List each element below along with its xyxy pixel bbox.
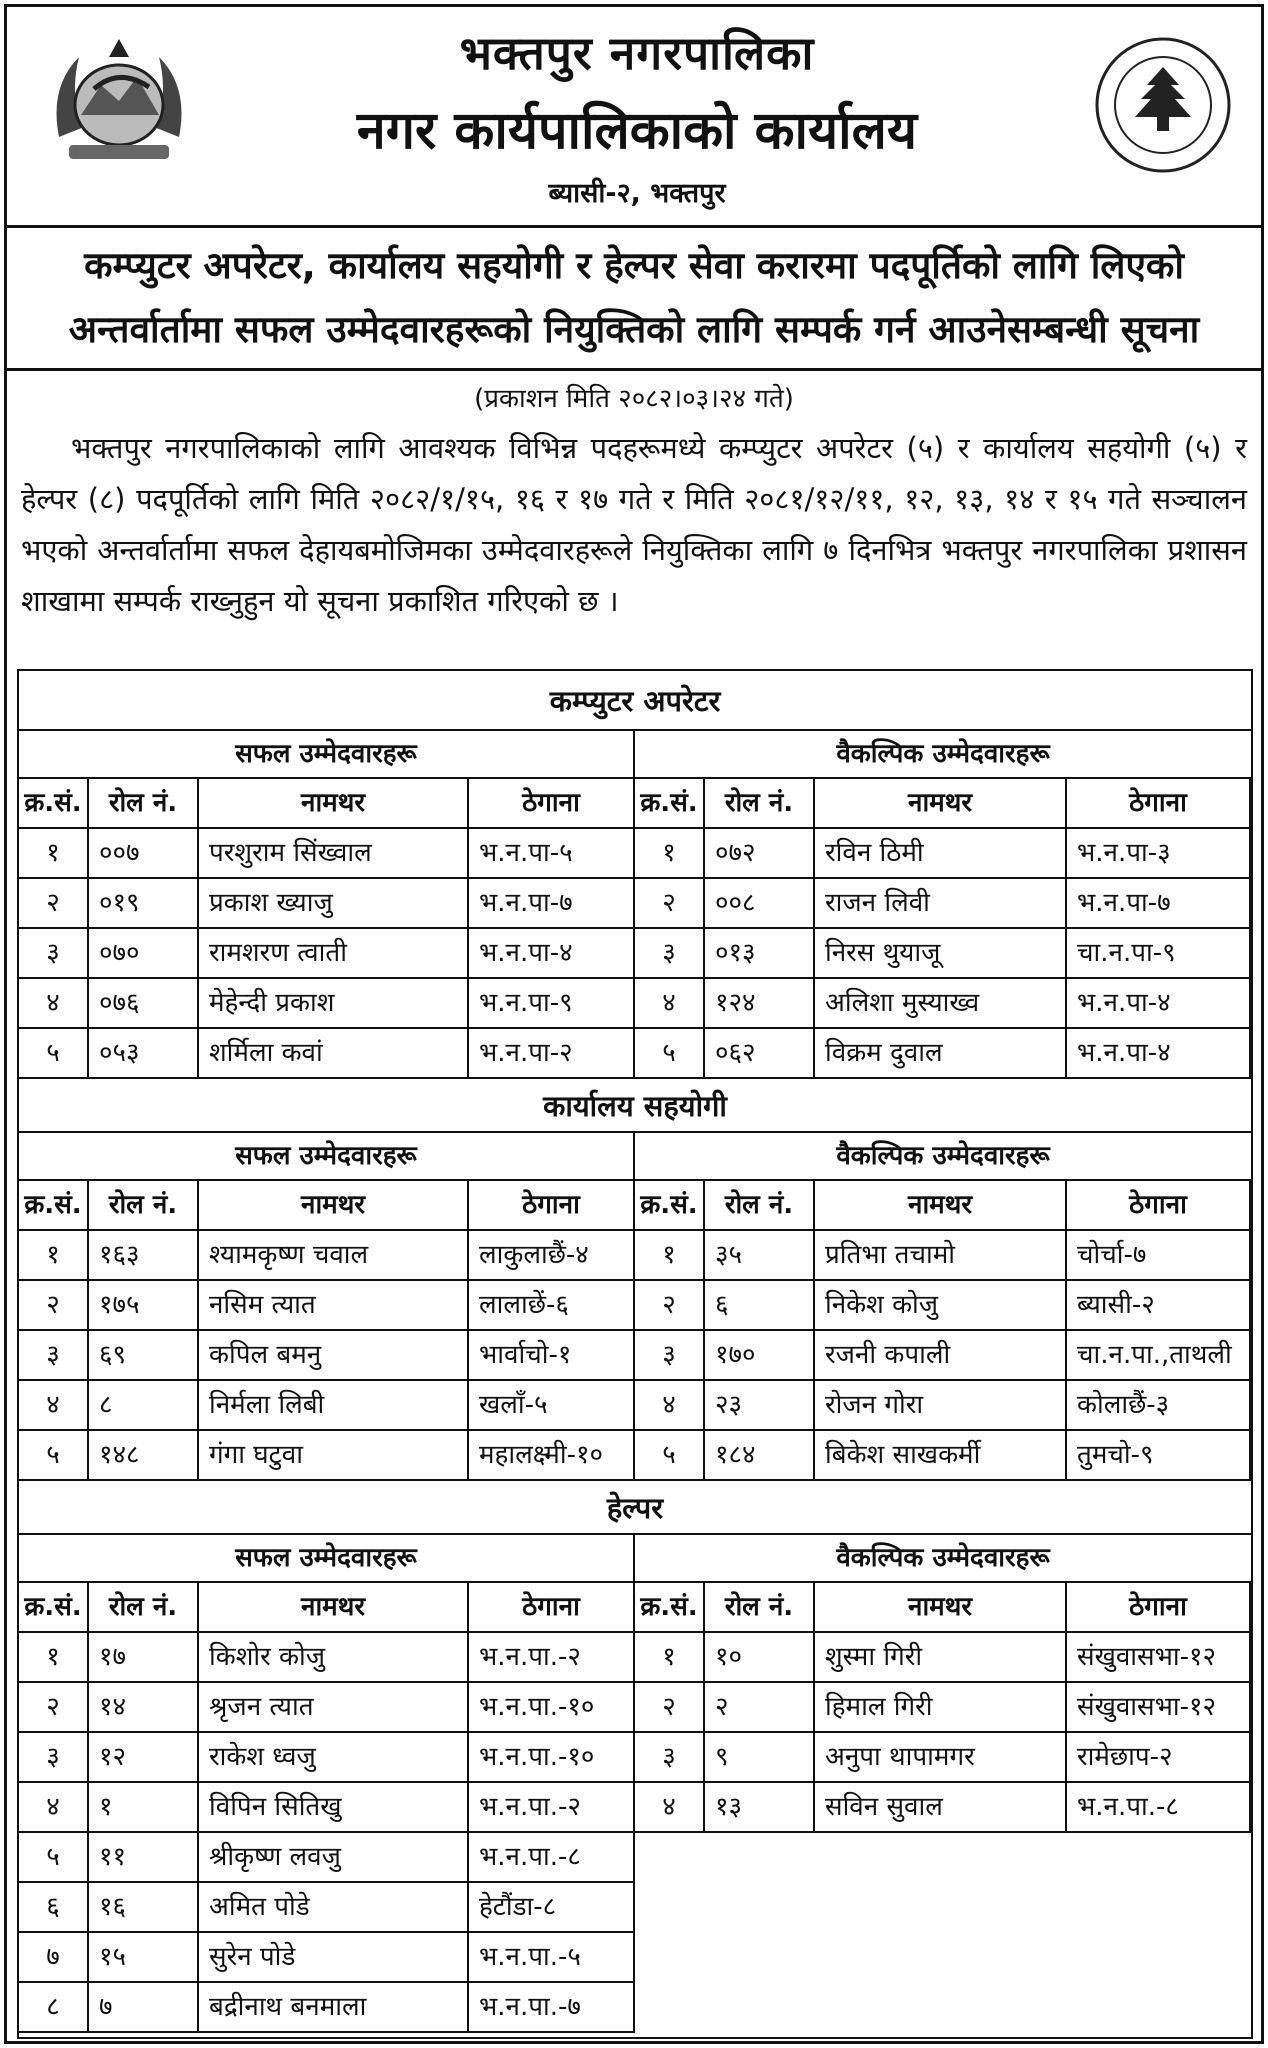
table-cell: बद्रीनाथ बनमाला bbox=[199, 1983, 469, 2033]
table-cell: भ.न.पा-२ bbox=[469, 1029, 635, 1079]
table-cell: कपिल बमनु bbox=[199, 1331, 469, 1381]
table-cell: भ.न.पा-७ bbox=[469, 879, 635, 929]
table-cell: ७ bbox=[89, 1983, 199, 2033]
column-header: ठेगाना bbox=[1067, 779, 1251, 829]
table-cell: ०५३ bbox=[89, 1029, 199, 1079]
column-header: नामथर bbox=[199, 1181, 469, 1231]
table-cell: ११ bbox=[89, 1833, 199, 1883]
table-cell: राकेश ध्वजु bbox=[199, 1733, 469, 1783]
table-cell: श्रृजन त्यात bbox=[199, 1683, 469, 1733]
table-cell: ब्यासी-२ bbox=[1067, 1281, 1251, 1331]
successful-candidates-heading: सफल उम्मेदवारहरू bbox=[19, 1535, 635, 1583]
table-cell: ३ bbox=[635, 1733, 705, 1783]
table-cell: १६३ bbox=[89, 1231, 199, 1281]
table-cell: ०७० bbox=[89, 929, 199, 979]
table-cell: भ.न.पा-५ bbox=[469, 829, 635, 879]
table-cell: हिमाल गिरी bbox=[815, 1683, 1067, 1733]
column-header: रोल नं. bbox=[705, 1583, 815, 1633]
table-cell: लालाछें-६ bbox=[469, 1281, 635, 1331]
table-cell: कोलाछैं-३ bbox=[1067, 1381, 1251, 1431]
table-cell: २ bbox=[19, 1281, 89, 1331]
table-cell: १७ bbox=[89, 1633, 199, 1683]
alternate-candidates-heading: वैकल्पिक उम्मेदवारहरू bbox=[635, 1133, 1251, 1181]
org-name: भक्तपुर नगरपालिका bbox=[459, 26, 815, 80]
table-cell: भ.न.पा.-२ bbox=[469, 1783, 635, 1833]
table-cell: ५ bbox=[19, 1431, 89, 1481]
table-cell: ६ bbox=[705, 1281, 815, 1331]
table-cell: श्रीकृष्ण लवजु bbox=[199, 1833, 469, 1883]
table-cell: रविन ठिमी bbox=[815, 829, 1067, 879]
table-cell: १२ bbox=[89, 1733, 199, 1783]
table-cell: खलाँ-५ bbox=[469, 1381, 635, 1431]
office-address: ब्यासी-२, भक्तपुर bbox=[548, 178, 726, 209]
table-cell: अनुपा थापामगर bbox=[815, 1733, 1067, 1783]
table-cell: किशोर कोजु bbox=[199, 1633, 469, 1683]
table-cell: ४ bbox=[635, 979, 705, 1029]
table-cell: रामेछाप-२ bbox=[1067, 1733, 1251, 1783]
notice-title-line-1: कम्प्युटर अपरेटर, कार्यालय सहयोगी र हेल्पर सेवा करारमा पदपूर्तिको लागि लिएको bbox=[84, 244, 1184, 287]
table-cell: १ bbox=[635, 1231, 705, 1281]
successful-candidates-heading: सफल उम्मेदवारहरू bbox=[19, 1133, 635, 1181]
column-header: ठेगाना bbox=[469, 779, 635, 829]
table-cell: रोजन गोरा bbox=[815, 1381, 1067, 1431]
table-cell: १५ bbox=[89, 1933, 199, 1983]
table-cell: शुस्मा गिरी bbox=[815, 1633, 1067, 1683]
table-cell: श्यामकृष्ण चवाल bbox=[199, 1231, 469, 1281]
table-cell: ४ bbox=[19, 1381, 89, 1431]
column-header: क्र.सं. bbox=[19, 1181, 89, 1231]
table-cell: हेटौंडा-८ bbox=[469, 1883, 635, 1933]
table-cell: ०७२ bbox=[705, 829, 815, 879]
table-cell: संखुवासभा-१२ bbox=[1067, 1633, 1251, 1683]
table-cell: ५ bbox=[19, 1029, 89, 1079]
office-name: नगर कार्यपालिकाको कार्यालय bbox=[356, 101, 918, 161]
table-cell: ०७६ bbox=[89, 979, 199, 1029]
column-header: ठेगाना bbox=[469, 1583, 635, 1633]
table-cell: १८४ bbox=[705, 1431, 815, 1481]
table-cell: भ.न.पा-३ bbox=[1067, 829, 1251, 879]
table-cell: सविन सुवाल bbox=[815, 1783, 1067, 1833]
candidate-tables bbox=[17, 669, 1253, 2039]
table-cell: भ.न.पा.-५ bbox=[469, 1933, 635, 1983]
table-cell: रामशरण त्वाती bbox=[199, 929, 469, 979]
column-header: नामथर bbox=[199, 779, 469, 829]
table-cell: ५ bbox=[19, 1833, 89, 1883]
table-cell: तुमचो-९ bbox=[1067, 1431, 1251, 1481]
table-cell: १४ bbox=[89, 1683, 199, 1733]
table-cell: ४ bbox=[635, 1783, 705, 1833]
column-header: रोल नं. bbox=[89, 1181, 199, 1231]
table-cell: विक्रम दुवाल bbox=[815, 1029, 1067, 1079]
table-cell: भ.न.पा-७ bbox=[1067, 879, 1251, 929]
table-cell: ०१९ bbox=[89, 879, 199, 929]
table-cell: ६९ bbox=[89, 1331, 199, 1381]
alternate-candidates-heading: वैकल्पिक उम्मेदवारहरू bbox=[635, 1535, 1251, 1583]
column-header: क्र.सं. bbox=[635, 1583, 705, 1633]
table-cell: ०१३ bbox=[705, 929, 815, 979]
table-cell: संखुवासभा-१२ bbox=[1067, 1683, 1251, 1733]
table-cell: ३ bbox=[635, 929, 705, 979]
notice-page bbox=[4, 4, 1264, 2044]
table-cell: ९ bbox=[705, 1733, 815, 1783]
table-cell: १ bbox=[19, 1633, 89, 1683]
table-cell: ७ bbox=[19, 1933, 89, 1983]
table-cell: भ.न.पा-४ bbox=[1067, 1029, 1251, 1079]
alternate-candidates-heading: वैकल्पिक उम्मेदवारहरू bbox=[635, 731, 1251, 779]
column-header: रोल नं. bbox=[705, 1181, 815, 1231]
table-cell: १ bbox=[635, 1633, 705, 1683]
table-cell: ००७ bbox=[89, 829, 199, 879]
table-cell: ४ bbox=[635, 1381, 705, 1431]
table-cell: चा.न.पा.,ताथली bbox=[1067, 1331, 1251, 1381]
table-cell: २ bbox=[19, 879, 89, 929]
table-cell: ०६२ bbox=[705, 1029, 815, 1079]
table-cell: लाकुलाछैं-४ bbox=[469, 1231, 635, 1281]
table-cell: नसिम त्यात bbox=[199, 1281, 469, 1331]
table-cell: ६ bbox=[19, 1883, 89, 1933]
table-cell: मेहेन्दी प्रकाश bbox=[199, 979, 469, 1029]
column-header: क्र.सं. bbox=[635, 1181, 705, 1231]
table-cell: १४८ bbox=[89, 1431, 199, 1481]
table-cell: भ.न.पा.-१० bbox=[469, 1683, 635, 1733]
table-cell: १ bbox=[19, 1231, 89, 1281]
table-cell: चा.न.पा-९ bbox=[1067, 929, 1251, 979]
table-cell: १६ bbox=[89, 1883, 199, 1933]
table-cell: चोर्चा-७ bbox=[1067, 1231, 1251, 1281]
column-header: रोल नं. bbox=[89, 1583, 199, 1633]
table-cell: राजन लिवी bbox=[815, 879, 1067, 929]
column-header: ठेगाना bbox=[469, 1181, 635, 1231]
table-cell: भार्वाचो-१ bbox=[469, 1331, 635, 1381]
table-cell: १ bbox=[19, 829, 89, 879]
table-cell: ४ bbox=[19, 979, 89, 1029]
table-cell: ८ bbox=[89, 1381, 199, 1431]
successful-candidates-heading: सफल उम्मेदवारहरू bbox=[19, 731, 635, 779]
table-cell: अलिशा मुस्याख्व bbox=[815, 979, 1067, 1029]
table-cell: २ bbox=[635, 1683, 705, 1733]
column-header: रोल नं. bbox=[705, 779, 815, 829]
column-header: ठेगाना bbox=[1067, 1583, 1251, 1633]
table-cell: भ.न.पा.-८ bbox=[469, 1833, 635, 1883]
municipality-seal-icon bbox=[1093, 35, 1233, 175]
table-cell: भ.न.पा-४ bbox=[469, 929, 635, 979]
table-cell: ३ bbox=[19, 1733, 89, 1783]
column-header: क्र.सं. bbox=[19, 779, 89, 829]
column-header: क्र.सं. bbox=[19, 1583, 89, 1633]
column-header: ठेगाना bbox=[1067, 1181, 1251, 1231]
table-cell: १७५ bbox=[89, 1281, 199, 1331]
table-cell: शर्मिला कवां bbox=[199, 1029, 469, 1079]
table-cell: २ bbox=[19, 1683, 89, 1733]
table-cell: प्रतिभा तचामो bbox=[815, 1231, 1067, 1281]
table-cell: भ.न.पा.-२ bbox=[469, 1633, 635, 1683]
table-cell: ००८ bbox=[705, 879, 815, 929]
table-cell: ३ bbox=[635, 1331, 705, 1381]
table-cell: बिकेश साखकर्मी bbox=[815, 1431, 1067, 1481]
table-cell: २ bbox=[635, 1281, 705, 1331]
table-cell: २ bbox=[635, 879, 705, 929]
column-header: रोल नं. bbox=[89, 779, 199, 829]
table-cell: निरस थुयाजू bbox=[815, 929, 1067, 979]
table-cell: अमित पोडे bbox=[199, 1883, 469, 1933]
notice-title-band bbox=[7, 225, 1261, 371]
section-title: कम्प्युटर अपरेटर bbox=[19, 671, 1251, 731]
table-cell: निकेश कोजु bbox=[815, 1281, 1067, 1331]
table-cell: रजनी कपाली bbox=[815, 1331, 1067, 1381]
table-cell: २३ bbox=[705, 1381, 815, 1431]
column-header: नामथर bbox=[815, 1181, 1067, 1231]
column-header: नामथर bbox=[815, 1583, 1067, 1633]
table-cell: प्रकाश ख्याजु bbox=[199, 879, 469, 929]
column-header: क्र.सं. bbox=[635, 779, 705, 829]
table-cell: १२४ bbox=[705, 979, 815, 1029]
letterhead bbox=[7, 7, 1261, 221]
table-cell: भ.न.पा.-८ bbox=[1067, 1783, 1251, 1833]
table-cell: परशुराम सिंख्वाल bbox=[199, 829, 469, 879]
publication-date: (प्रकाशन मिति २०८२।०३।२४ गते) bbox=[474, 384, 794, 414]
table-cell: ८ bbox=[19, 1983, 89, 2033]
table-cell: ५ bbox=[635, 1431, 705, 1481]
government-emblem-icon bbox=[39, 27, 199, 177]
section-title: हेल्पर bbox=[19, 1481, 1251, 1535]
notice-title-line-2: अन्तर्वार्तामा सफल उम्मेदवारहरूको नियुक्तिको लागि सम्पर्क गर्न आउनेसम्बन्धी सूचना bbox=[68, 308, 1200, 351]
notice-body: भक्तपुर नगरपालिकाको लागि आवश्यक विभिन्न पदहरूमध्ये कम्प्युटर अपरेटर (५) र कार्यालय सहयोगी (५) र हेल्पर (८) पदपूर्तिको लागि मिति २०८२/१/१५, १६ र १७ गते र मिति २०८१/१२/११, १२, १३, १४ र १५ गते सञ्चालन भएको अन्तर्वार्तामा सफल देहायबमोजिमका उम्मेदवारहरूले नियुक्तिका लागि ७ दिनभित्र भक्तपुर नगरपालिका प्रशासन शाखामा सम्पर्क राख्नुहुन यो सूचना प्रकाशित गरिएको छ । bbox=[21, 431, 1247, 618]
table-cell: महालक्ष्मी-१० bbox=[469, 1431, 635, 1481]
table-cell: ५ bbox=[635, 1029, 705, 1079]
table-cell: १७० bbox=[705, 1331, 815, 1381]
table-cell: ३५ bbox=[705, 1231, 815, 1281]
table-cell: १ bbox=[89, 1783, 199, 1833]
table-cell: ४ bbox=[19, 1783, 89, 1833]
table-cell: १३ bbox=[705, 1783, 815, 1833]
column-header: नामथर bbox=[199, 1583, 469, 1633]
table-cell: भ.न.पा.-१० bbox=[469, 1733, 635, 1783]
table-cell: ३ bbox=[19, 1331, 89, 1381]
table-cell: ३ bbox=[19, 929, 89, 979]
table-cell: १० bbox=[705, 1633, 815, 1683]
table-cell: गंगा घटुवा bbox=[199, 1431, 469, 1481]
table-cell: सुरेन पोडे bbox=[199, 1933, 469, 1983]
table-cell: भ.न.पा.-७ bbox=[469, 1983, 635, 2033]
section-title: कार्यालय सहयोगी bbox=[19, 1079, 1251, 1133]
table-cell: २ bbox=[705, 1683, 815, 1733]
table-cell: निर्मला लिबी bbox=[199, 1381, 469, 1431]
table-cell: भ.न.पा-९ bbox=[469, 979, 635, 1029]
table-cell: विपिन सितिखु bbox=[199, 1783, 469, 1833]
table-cell: भ.न.पा-४ bbox=[1067, 979, 1251, 1029]
column-header: नामथर bbox=[815, 779, 1067, 829]
table-cell: १ bbox=[635, 829, 705, 879]
